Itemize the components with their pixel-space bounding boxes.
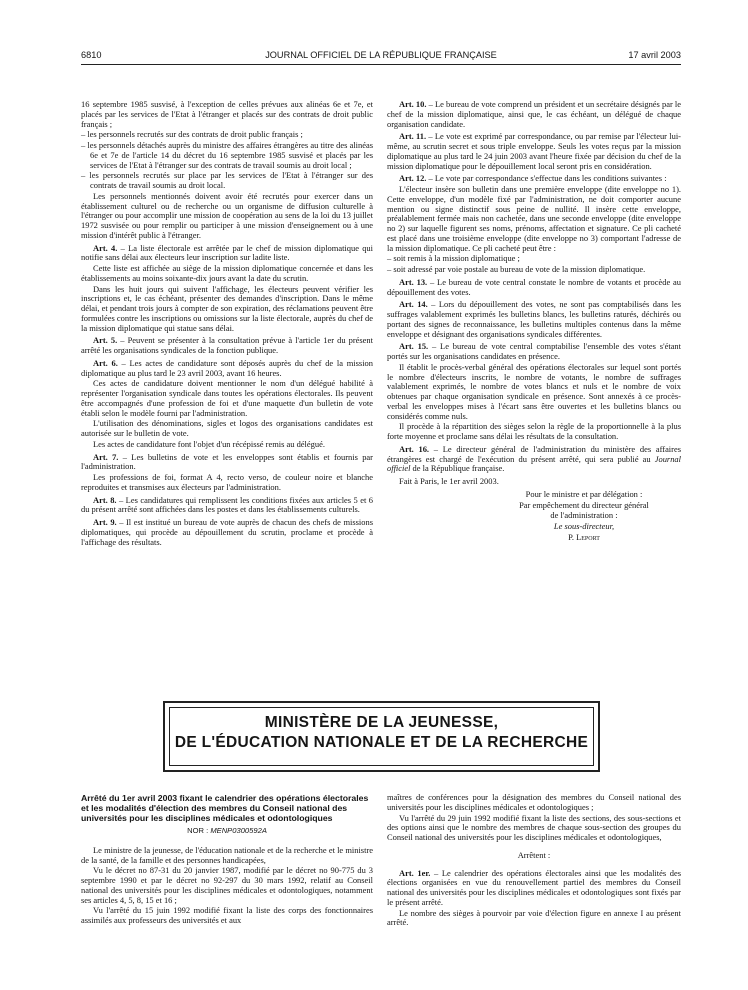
paragraph: Le nombre des sièges à pourvoir par voie d'élection figure en annexe I au présent arrêté. [387,907,681,928]
header-rule [81,64,681,65]
article-11 [387,132,681,171]
column-top-left [81,100,373,548]
article-4 [81,244,373,264]
article-5 [81,336,373,356]
article-label: Art. 14. [399,299,428,310]
article-label: Art. 8. [93,494,117,505]
article-label: Art. 12. [399,173,427,184]
article-label: Art. 1er. [399,867,431,878]
issue-date: 17 avril 2003 [628,50,681,60]
article-label: Art. 15. [399,341,429,352]
signature-line: Par empêchement du directeur général [519,499,649,510]
article-1 [387,869,681,908]
column-bottom-left [81,793,373,927]
paragraph: Le ministre de la jeunesse, de l'éducation nationale et de la recherche et le ministre de la santé, de la famille et des personnes handicapées, [81,844,373,865]
journal-officiel-italic: Journal officiel [387,453,681,474]
article-text: – Les bulletins de vote et les enveloppes sont établis et fournis par l'administration. [81,451,373,472]
article-label: Art. 10. [399,99,427,109]
nor-code: MENP0300592A [210,826,267,835]
article-text: – La liste électorale est arrêtée par le chef de mission diplomatique qui notifie sans délai aux électeurs leur inscription sur ladite liste. [81,242,373,263]
article-text: – Le bureau de vote comprend un président et un secrétaire désignés par le chef de la mission diplomatique, ainsi que, le cas échéant, un délégué de chaque organisation candidate. [387,99,681,129]
list-item: – les personnels recrutés sur des contrats de droit public français ; [81,129,303,140]
article-8 [81,496,373,516]
article-text: – Le vote par correspondance s'effectue dans les conditions suivantes : [426,173,667,184]
nor-reference [81,826,373,836]
signature-line: de l'administration : [550,510,618,521]
article-text-end: de la République française. [410,463,505,474]
article-14 [387,300,681,339]
list-item: – soit remis à la mission diplomatique ; [387,253,520,264]
list-item: – soit adressé par voie postale au bureau de vote de la mission diplomatique. [387,264,646,274]
signature-line: Pour le ministre et par délégation : [525,488,643,499]
article-label: Art. 9. [93,517,117,527]
article-label: Art. 4. [93,242,118,253]
paragraph: Les personnels mentionnés doivent avoir été recrutés pour exercer dans un établissement culturel ou de recherche ou un organisme de diffusion culturelle à l'étranger ou pour accomplir une mission de coopération au sens de la loi du 13 juillet 1972 susvisée ou pour remplir ou participer à une mission d'enseignement ou à une mission d'intérêt public à l'étranger. [81,190,373,240]
article-10 [387,100,681,129]
column-top-right [387,100,681,544]
journal-title: JOURNAL OFFICIEL DE LA RÉPUBLIQUE FRANÇAISE [265,50,497,60]
paragraph: Cette liste est affichée au siège de la mission diplomatique concernée et dans les établissements au moins soixante-dix jours avant la date du scrutin. [81,263,373,283]
article-text: – Lors du dépouillement des votes, ne sont pas comptabilisés dans les suffrages valablement exprimés les bulletins blancs, les bulletins raturés, déchirés ou portant des signes de reconnaissance, les bulletins multiples contenus dans la même enveloppe et désignant des organisations syndicales différentes. [387,299,681,339]
paragraph: Vu le décret no 87-31 du 20 janvier 1987, modifié par le décret no 90-775 du 3 septembre 1990 et par le décret no 92-297 du 30 mars 1992, relatif au Conseil national des universités pour les disciplines médicales et odontologiques, notamment ses articles 4, 5, 8, 15 et 16 ; [81,865,373,905]
paragraph: 16 septembre 1985 susvisé, à l'exception de celles prévues aux alinéas 6e et 7e, et placés par les services de l'Etat à l'étranger et placés sur des contrats de droit public français ; [81,99,373,129]
article-9 [81,518,373,547]
paragraph: Ces actes de candidature doivent mentionner le nom d'un délégué habilité à représenter l'organisation syndicale dans toutes les opérations électorales. Ils peuvent être accompagnés d'une profession de foi et d'une maquette d'un bulletin de vote établi selon le modèle fourni par l'administration. [81,378,373,418]
list-item: – les personnels détachés auprès du ministre des affaires étrangères au titre des alinéas 6e et 7e de l'article 14 du décret du 16 septembre 1985 susvisé et placés par les services de l'Etat à l'étranger sur des contrats de travail soumis au droit local ; [81,140,373,170]
page-number: 6810 [81,50,102,60]
article-6 [81,359,373,379]
ministry-title-line2: DE L'ÉDUCATION NATIONALE ET DE LA RECHERCHE [174,734,589,751]
signatory-name: P. Leport [568,531,600,542]
article-text: – Peuvent se présenter à la consultation prévue à l'article 1er du présent arrêté les organisations syndicales de la fonction publique. [81,335,373,355]
article-13 [387,278,681,298]
article-text: – Le bureau de vote central comptabilise l'ensemble des votes s'étant portés sur les organisations candidates en présence. [387,341,681,361]
article-15 [387,342,681,362]
arretent-heading: Arrêtent : [517,849,551,860]
paragraph: L'électeur insère son bulletin dans une première enveloppe (dite enveloppe no 1). Cette enveloppe, d'un modèle fixé par l'administration, ne doit comporter aucune mention ou signe distinctif sous peine de nullité. Il insère cette enveloppe, préalablement fermée mais non cachetée, dans une seconde enveloppe (dite enveloppe no 2) sur laquelle figurent ses noms, prénoms, affectation et signature. Ce pli cacheté est placé dans une troisième enveloppe (dite enveloppe no 3) comportant l'adresse de la mission diplomatique. Ce pli cacheté peut être : [387,184,681,253]
article-label: Art. 16. [399,443,430,454]
paragraph: Vu l'arrêté du 15 juin 1992 modifié fixant la liste des corps des fonctionnaires assimilés aux professeurs des universités et aux [81,905,373,925]
article-label: Art. 11. [399,131,427,142]
signature-title: Le sous-directeur, [553,521,615,531]
article-text: – Le directeur général de l'administration du ministère des affaires étrangères est chargé de l'exécution du présent arrêté, qui sera publié au [387,443,681,464]
column-bottom-right [387,793,681,929]
nor-label: NOR : [187,826,211,835]
list-item: – les personnels recrutés sur place par les services de l'Etat à l'étranger sur des contrats de travail soumis au droit local. [81,170,373,190]
paragraph: Dans les huit jours qui suivent l'affichage, les électeurs peuvent vérifier les inscriptions et, le cas échéant, présenter des demandes d'inscription. Dans le même délai, et pendant trois jours à compter de son expiration, des réclamations peuvent être formulées contre les inscriptions ou omissions sur la liste électorale, auprès du chef de la mission diplomatique qui statue sans délai. [81,283,373,333]
paragraph: Les professions de foi, format A 4, recto verso, de couleur noire et blanche reproduites et transmises aux électeurs par l'administration. [81,472,373,492]
paragraph: L'utilisation des dénominations, sigles et logos des organisations candidates est autorisée sur le bulletin de vote. [81,418,373,438]
article-text: – Le bureau de vote central constate le nombre de votants et procède au dépouillement des votes. [387,276,681,297]
article-text: – Les actes de candidature sont déposés auprès du chef de la mission diplomatique au plus tard le 23 avril 2003, avant 16 heures. [81,357,373,378]
article-text: – Les candidatures qui remplissent les conditions fixées aux articles 5 et 6 du présent arrêté sont affichées dans les postes et dans les établissements culturels. [81,494,373,515]
decree-title: Arrêté du 1er avril 2003 fixant le calendrier des opérations électorales et les modalités d'élection des membres du Conseil national des universités pour les disciplines médicales et odontologiques [81,793,369,823]
paragraph: maîtres de conférences pour la désignation des membres du Conseil national des universités pour les disciplines médicales et odontologiques ; [387,792,681,812]
ministry-title-line1: MINISTÈRE DE LA JEUNESSE, [264,714,499,731]
paragraph: Il procède à la répartition des sièges selon la règle de la proportionnelle à la plus forte moyenne et proclame sans délai les résultats de la consultation. [387,421,681,441]
article-text: – Le vote est exprimé par correspondance, ou par remise par l'électeur lui-même, au scrutin secret et sous triple enveloppe. Seuls les votes reçus par la mission diplomatique au plus tard le 24 juin 2003 avant l'heure fixée par décision du chef de la mission diplomatique pour le dépouillement local seront pris en considération. [387,131,681,171]
ministry-banner [163,701,600,772]
article-label: Art. 13. [399,276,428,287]
paragraph: Il établit le procès-verbal général des opérations électorales sur lequel sont portés le nombre d'électeurs inscrits, le nombre de votants, le nombre de suffrages valablement exprimés, le nombre de votes blancs et nuls et le nombre de voix obtenues par chaque organisation syndicale en présence. Sont annexés à ce procès-verbal les enveloppes mises à l'écart sans être ouvertes et les bulletins blancs ou considérés comme nuls. [387,361,681,421]
article-12 [387,174,681,184]
signature-place-date: Fait à Paris, le 1er avril 2003. [399,476,499,486]
article-label: Art. 6. [93,357,118,368]
article-label: Art. 7. [93,451,119,462]
paragraph: Vu l'arrêté du 29 juin 1992 modifié fixant la liste des sections, des sous-sections et des options ainsi que le nombre des membres de chaque sous-section des groupes du Conseil national des universités pour les disciplines médicales et odontologiques, [387,812,681,842]
article-text: – Le calendrier des opérations électorales ainsi que les modalités des élections organisées en vue du renouvellement partiel des membres du Conseil national des universités pour les disciplines médicales et odontologiques sont fixés par le présent arrêté. [387,867,681,907]
article-7 [81,453,373,473]
article-text: – Il est institué un bureau de vote auprès de chacun des chefs de missions diplomatiques, qui procède au dépouillement du scrutin, proclame et procède à l'affichage des résultats. [81,517,373,547]
article-label: Art. 5. [93,335,118,346]
page-header [81,48,681,64]
article-16 [387,445,681,474]
paragraph: Les actes de candidature font l'objet d'un récépissé remis au délégué. [93,438,325,449]
